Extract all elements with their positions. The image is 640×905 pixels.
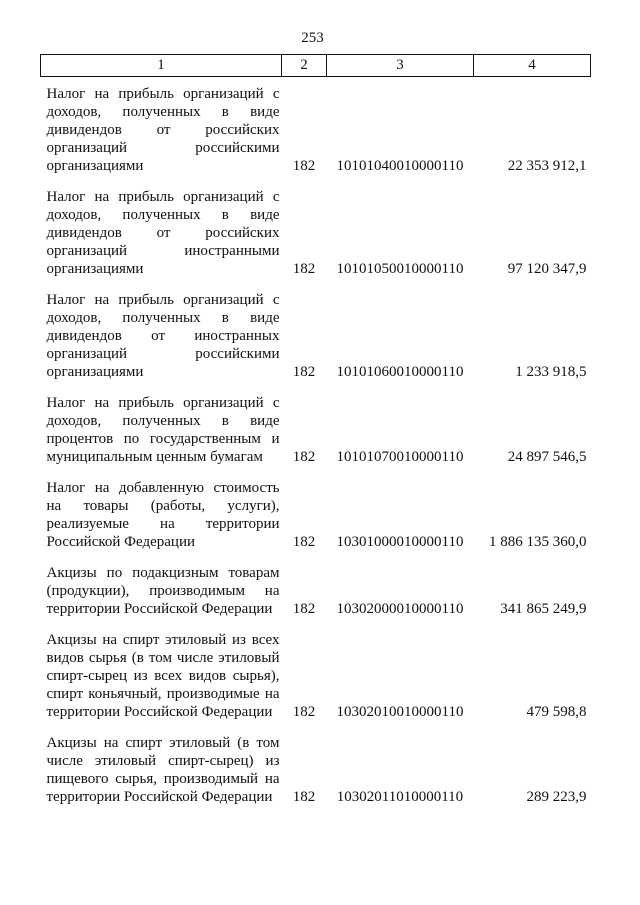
amount: 479 598,8 [526,704,587,720]
table-row [41,471,591,556]
amount: 1 886 135 360,0 [489,534,587,550]
budget-classification-code: 10302011010000110 [336,789,464,805]
table-row [41,77,591,181]
budget-classification-code: 10302010010000110 [336,704,464,720]
admin-code: 182 [292,789,316,805]
table-row [41,386,591,471]
amount: 341 865 249,9 [500,601,587,617]
amount: 24 897 546,5 [507,449,587,465]
amount: 1 233 918,5 [515,364,587,380]
admin-code: 182 [292,601,316,617]
revenue-name: Налог на прибыль организаций с доходов, полученных в виде дивидендов от иностранных организаций российскими организациями [46,292,280,380]
budget-classification-code: 10101040010000110 [336,158,464,174]
table-row [41,283,591,386]
revenue-table [40,54,591,811]
admin-code: 182 [292,704,316,720]
revenue-name: Налог на прибыль организаций с доходов, полученных в виде дивидендов от российских организаций иностранными организациями [46,189,280,277]
amount: 22 353 912,1 [507,158,587,174]
admin-code: 182 [292,261,316,277]
revenue-name: Налог на прибыль организаций с доходов, полученных в виде дивидендов от российских организаций российскими организациями [46,86,280,174]
header-col-1: 1 [41,55,282,77]
amount: 289 223,9 [526,789,587,805]
budget-classification-code: 10101060010000110 [336,364,464,380]
revenue-name: Налог на добавленную стоимость на товары (работы, услуги), реализуемые на территории Российской Федерации [46,480,280,550]
table-row [41,556,591,623]
header-col-4: 4 [474,55,591,77]
header-col-2: 2 [282,55,327,77]
admin-code: 182 [292,158,316,174]
amount: 97 120 347,9 [507,261,587,277]
table-row [41,623,591,726]
header-row [41,55,591,77]
page-number: 253 [301,30,324,46]
admin-code: 182 [292,449,316,465]
admin-code: 182 [292,534,316,550]
table-row [41,726,591,811]
revenue-name: Акцизы по подакцизным товарам (продукции), производимым на территории Российской Федерации [46,565,280,617]
revenue-name: Акцизы на спирт этиловый из всех видов сырья (в том числе этиловый спирт-сырец из всех видов сырья), спирт коньячный, производимые на территории Российской Федерации [46,632,280,720]
table-body [41,77,591,812]
revenue-name: Налог на прибыль организаций с доходов, полученных в виде процентов по государственным и муниципальным ценным бумагам [46,395,280,465]
budget-classification-code: 10101070010000110 [336,449,464,465]
budget-classification-code: 10301000010000110 [336,534,464,550]
budget-classification-code: 10302000010000110 [336,601,464,617]
header-col-3: 3 [327,55,474,77]
budget-classification-code: 10101050010000110 [336,261,464,277]
table-header [41,55,591,77]
admin-code: 182 [292,364,316,380]
revenue-name: Акцизы на спирт этиловый (в том числе этиловый спирт-сырец) из пищевого сырья, производимый на территории Российской Федерации [46,735,280,805]
table-row [41,180,591,283]
